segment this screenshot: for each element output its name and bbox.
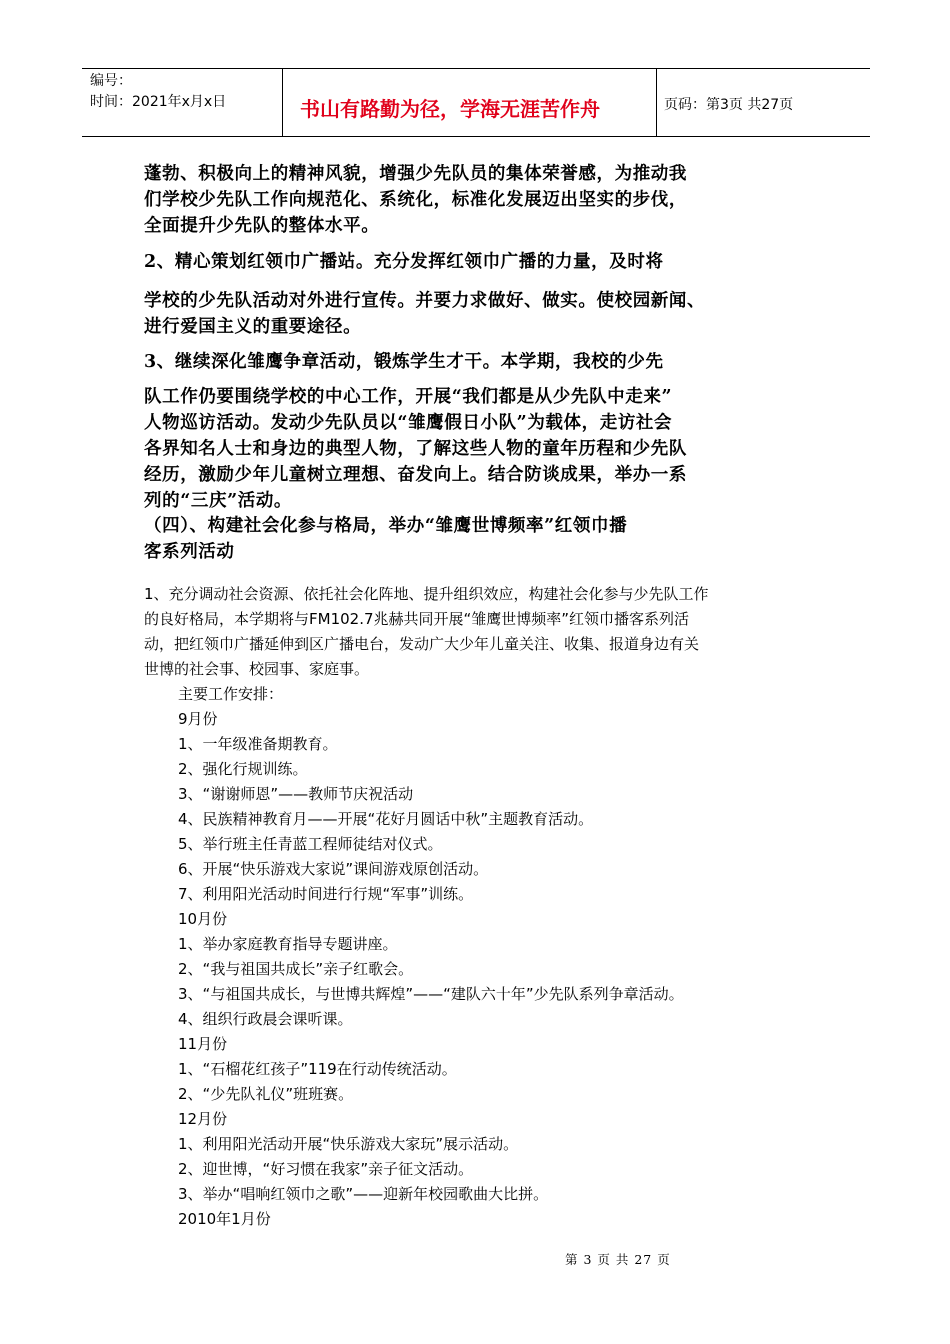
- paragraph-line: 的良好格局，本学期将与FM102.7兆赫共同开展“雏鹰世博频率”红领巾播客系列活: [144, 610, 690, 628]
- body-bold-line: 全面提升少先队的整体水平。: [144, 216, 380, 236]
- list-item: 2、迎世博，“好习惯在我家”亲子征文活动。: [178, 1160, 474, 1178]
- list-item: 2、“少先队礼仪”班班赛。: [178, 1085, 354, 1103]
- header-page-label: 页码：第3页 共27页: [664, 97, 794, 113]
- paragraph-line: 1、充分调动社会资源、依托社会化阵地、提升组织效应，构建社会化参与少先队工作: [144, 585, 709, 603]
- list-item: 1、“石榴花红孩子”119在行动传统活动。: [178, 1060, 457, 1078]
- body-bold-line: 们学校少先队工作向规范化、系统化，标准化发展迈出坚实的步伐，: [144, 190, 687, 210]
- month-heading: 2010年1月份: [178, 1210, 271, 1228]
- paragraph-line: 动，把红领巾广播延伸到区广播电台，发动广大少年儿童关注、收集、报道身边有关: [144, 635, 700, 653]
- body-bold-line: 进行爱国主义的重要途径。: [144, 317, 362, 337]
- month-heading: 9月份: [178, 710, 218, 728]
- header-motto-cell: [282, 69, 657, 136]
- body-bold-line: 人物巡访活动。发动少先队员以“雏鹰假日小队”为载体，走访社会: [144, 413, 673, 433]
- month-heading: 12月份: [178, 1110, 228, 1128]
- list-item: 6、开展“快乐游戏大家说”课间游戏原创活动。: [178, 860, 489, 878]
- list-item: 4、民族精神教育月——开展“花好月圆话中秋”主题教育活动。: [178, 810, 594, 828]
- header-code-label: 编号：: [90, 73, 132, 89]
- list-item: 4、组织行政晨会课听课。: [178, 1010, 353, 1028]
- list-item: 3、“与祖国共成长，与世博共辉煌”——“建队六十年”少先队系列争章活动。: [178, 985, 684, 1003]
- list-item: 1、举办家庭教育指导专题讲座。: [178, 935, 398, 953]
- list-item: 2、“我与祖国共成长”亲子红歌会。: [178, 960, 414, 978]
- body-bold-line: 3、继续深化雏鹰争章活动，锻炼学生才干。本学期，我校的少先: [144, 352, 664, 372]
- page-header: [82, 68, 870, 137]
- list-item: 3、“谢谢师恩”——教师节庆祝活动: [178, 785, 414, 803]
- list-item: 2、强化行规训练。: [178, 760, 308, 778]
- header-time-label: 时间：2021年x月x日: [90, 94, 227, 110]
- header-motto: 书山有路勤为径，学海无涯苦作舟: [300, 97, 600, 121]
- list-item: 3、举办“唱响红领巾之歌”——迎新年校园歌曲大比拼。: [178, 1185, 549, 1203]
- body-bold-line: 各界知名人士和身边的典型人物，了解这些人物的童年历程和少先队: [144, 439, 687, 459]
- section-heading: （四）、构建社会化参与格局，举办“雏鹰世博频率”红领巾播: [144, 516, 628, 536]
- list-item: 5、举行班主任青蓝工程师徒结对仪式。: [178, 835, 443, 853]
- paragraph-line: 世博的社会事、校园事、家庭事。: [144, 660, 370, 678]
- list-item: 1、一年级准备期教育。: [178, 735, 338, 753]
- list-heading: 主要工作安排：: [178, 685, 284, 703]
- body-bold-line: 学校的少先队活动对外进行宣传。并要力求做好、做实。使校园新闻、: [144, 291, 706, 311]
- list-item: 7、利用阳光活动时间进行行规“军事”训练。: [178, 885, 474, 903]
- list-item: 1、利用阳光活动开展“快乐游戏大家玩”展示活动。: [178, 1135, 519, 1153]
- body-bold-line: 列的“三庆”活动。: [144, 491, 293, 511]
- body-bold-line: 队工作仍要围绕学校的中心工作，开展“我们都是从少先队中走来”: [144, 387, 673, 407]
- body-bold-line: 蓬勃、积极向上的精神风貌，增强少先队员的集体荣誉感，为推动我: [144, 164, 687, 184]
- month-heading: 11月份: [178, 1035, 228, 1053]
- section-heading: 客系列活动: [144, 542, 235, 562]
- header-page-cell: [656, 69, 870, 136]
- header-meta-cell: [82, 69, 283, 136]
- page-footer: 第 3 页 共 27 页: [565, 1252, 671, 1267]
- body-bold-line: 经历，激励少年儿童树立理想、奋发向上。结合防谈成果，举办一系: [144, 465, 687, 485]
- body-bold-line: 2、精心策划红领巾广播站。充分发挥红领巾广播的力量，及时将: [144, 252, 664, 272]
- month-heading: 10月份: [178, 910, 228, 928]
